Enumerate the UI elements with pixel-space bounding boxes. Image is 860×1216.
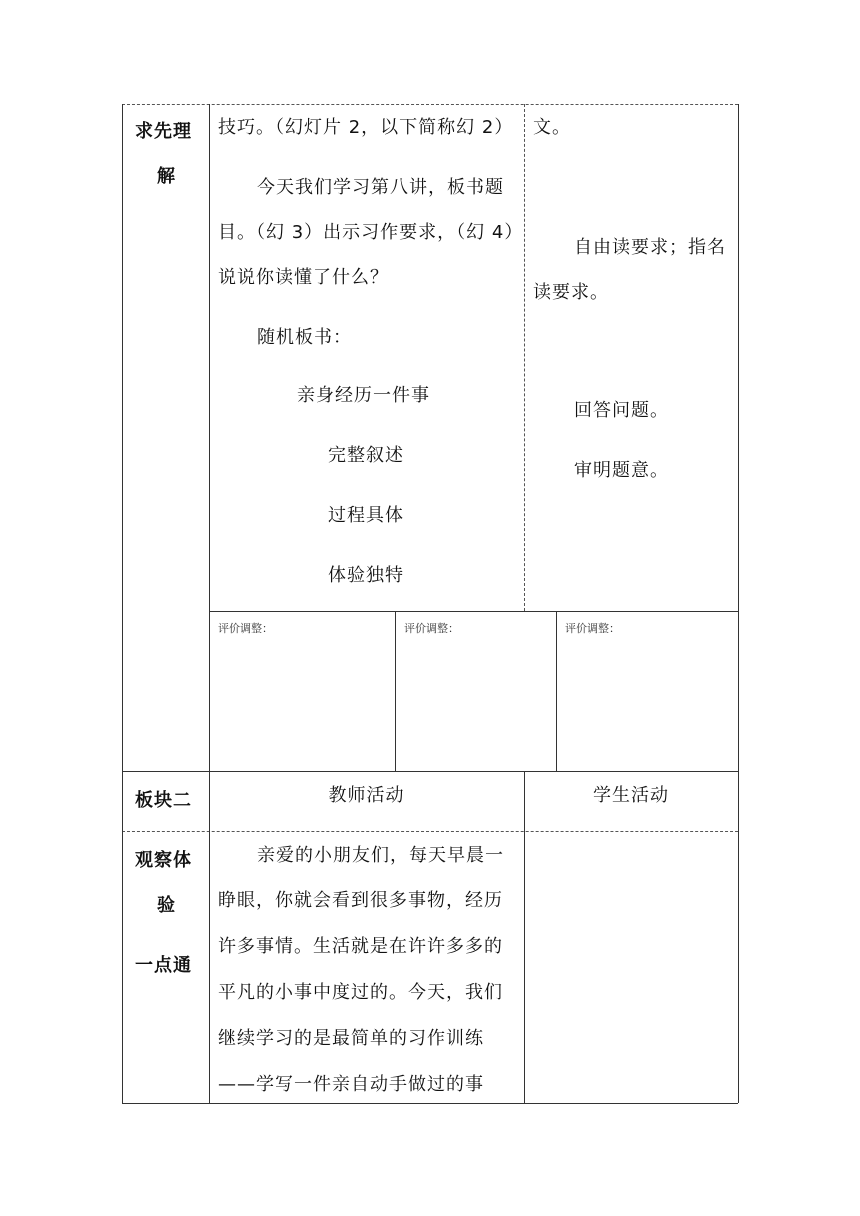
section3-label-line1: 观察体	[135, 850, 192, 871]
section3-label-line3: 一点通	[135, 955, 192, 976]
teacher-line: 技巧。（幻灯片 2，以下简称幻 2）	[218, 117, 514, 138]
teacher-student-divider-top	[524, 104, 525, 611]
teacher-line: 许多事情。生活就是在许许多多的	[218, 936, 503, 957]
table-left-border	[122, 104, 123, 1103]
student-line: 回答问题。	[574, 400, 669, 421]
table-bottom-border	[122, 1103, 738, 1104]
eval-label: 评价调整：	[218, 622, 273, 635]
board-item: 完整叙述	[328, 445, 404, 466]
section1-label-line2: 解	[157, 166, 176, 187]
section1-label-line1: 求先理	[135, 121, 192, 142]
teacher-line: 亲爱的小朋友们，每天早晨一	[257, 845, 504, 866]
eval-divider-2	[556, 611, 557, 771]
board-item: 体验独特	[328, 565, 404, 586]
teacher-line: 今天我们学习第八讲，板书题	[257, 177, 504, 198]
label-column-divider	[209, 104, 210, 1103]
teacher-line: 目。（幻 3）出示习作要求，（幻 4）	[218, 222, 524, 243]
teacher-line: 平凡的小事中度过的。今天，我们	[218, 982, 503, 1003]
eval-label: 评价调整：	[404, 622, 459, 635]
eval-label: 评价调整：	[565, 622, 620, 635]
board-item: 亲身经历一件事	[297, 385, 430, 406]
teacher-student-divider-bottom	[524, 771, 525, 1103]
teacher-activity-header: 教师活动	[328, 785, 405, 806]
section3-top-border	[122, 831, 738, 832]
teacher-line: 说说你读懂了什么？	[218, 267, 389, 288]
table-top-border	[122, 104, 738, 105]
student-activity-header: 学生活动	[593, 785, 669, 806]
table-right-border	[738, 104, 739, 1103]
teacher-line: 睁眼，你就会看到很多事物，经历	[218, 890, 503, 911]
eval-divider-1	[395, 611, 396, 771]
board-item: 过程具体	[328, 505, 404, 526]
student-line: 读要求。	[533, 282, 609, 303]
student-line: 审明题意。	[574, 460, 669, 481]
teacher-line: 随机板书：	[257, 327, 352, 348]
student-line: 文。	[533, 117, 571, 138]
section2-top-border	[122, 771, 738, 772]
eval-row-top-border	[209, 611, 738, 612]
teacher-line: 继续学习的是最简单的习作训练	[218, 1028, 484, 1049]
teacher-line: ——学写一件亲自动手做过的事	[218, 1074, 484, 1095]
student-line: 自由读要求；指名	[574, 237, 726, 258]
section2-label: 板块二	[135, 790, 192, 811]
section3-label-line2: 验	[157, 895, 176, 916]
